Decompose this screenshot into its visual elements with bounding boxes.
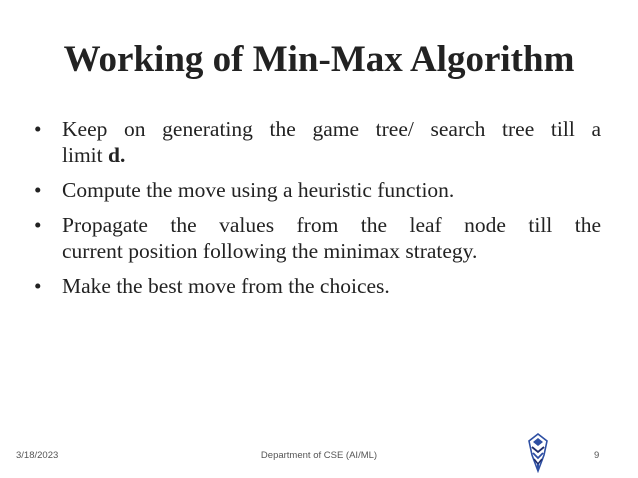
bullet-1-line-2-text: limit xyxy=(62,143,108,167)
bullet-item-4 xyxy=(34,273,601,299)
bullet-item-3 xyxy=(34,212,601,264)
bullet-item-2 xyxy=(34,177,601,203)
institution-logo-icon xyxy=(527,433,549,473)
bullet-3-line-2: current position following the minimax strategy. xyxy=(62,239,478,263)
bullet-dot: • xyxy=(34,117,42,141)
bullet-list xyxy=(34,116,601,308)
bullet-1-line-2 xyxy=(62,142,601,168)
bullet-item-1 xyxy=(34,116,601,168)
footer-page-number: 9 xyxy=(594,450,600,461)
footer-department: Department of CSE (AI/ML) xyxy=(260,450,378,461)
bullet-dot: • xyxy=(34,274,42,298)
bullet-dot: • xyxy=(34,213,42,237)
bullet-3-line-1: Propagate the values from the leaf node till the xyxy=(62,213,601,237)
limit-d-bold: d. xyxy=(108,143,126,167)
slide-title: Working of Min-Max Algorithm xyxy=(63,39,575,80)
footer-date: 3/18/2023 xyxy=(16,450,59,461)
bullet-dot: • xyxy=(34,178,42,202)
bullet-4-text: Make the best move from the choices. xyxy=(62,274,390,298)
bullet-1-line-1: Keep on generating the game tree/ search tree till a xyxy=(62,117,601,141)
bullet-2-text: Compute the move using a heuristic function. xyxy=(62,178,455,202)
